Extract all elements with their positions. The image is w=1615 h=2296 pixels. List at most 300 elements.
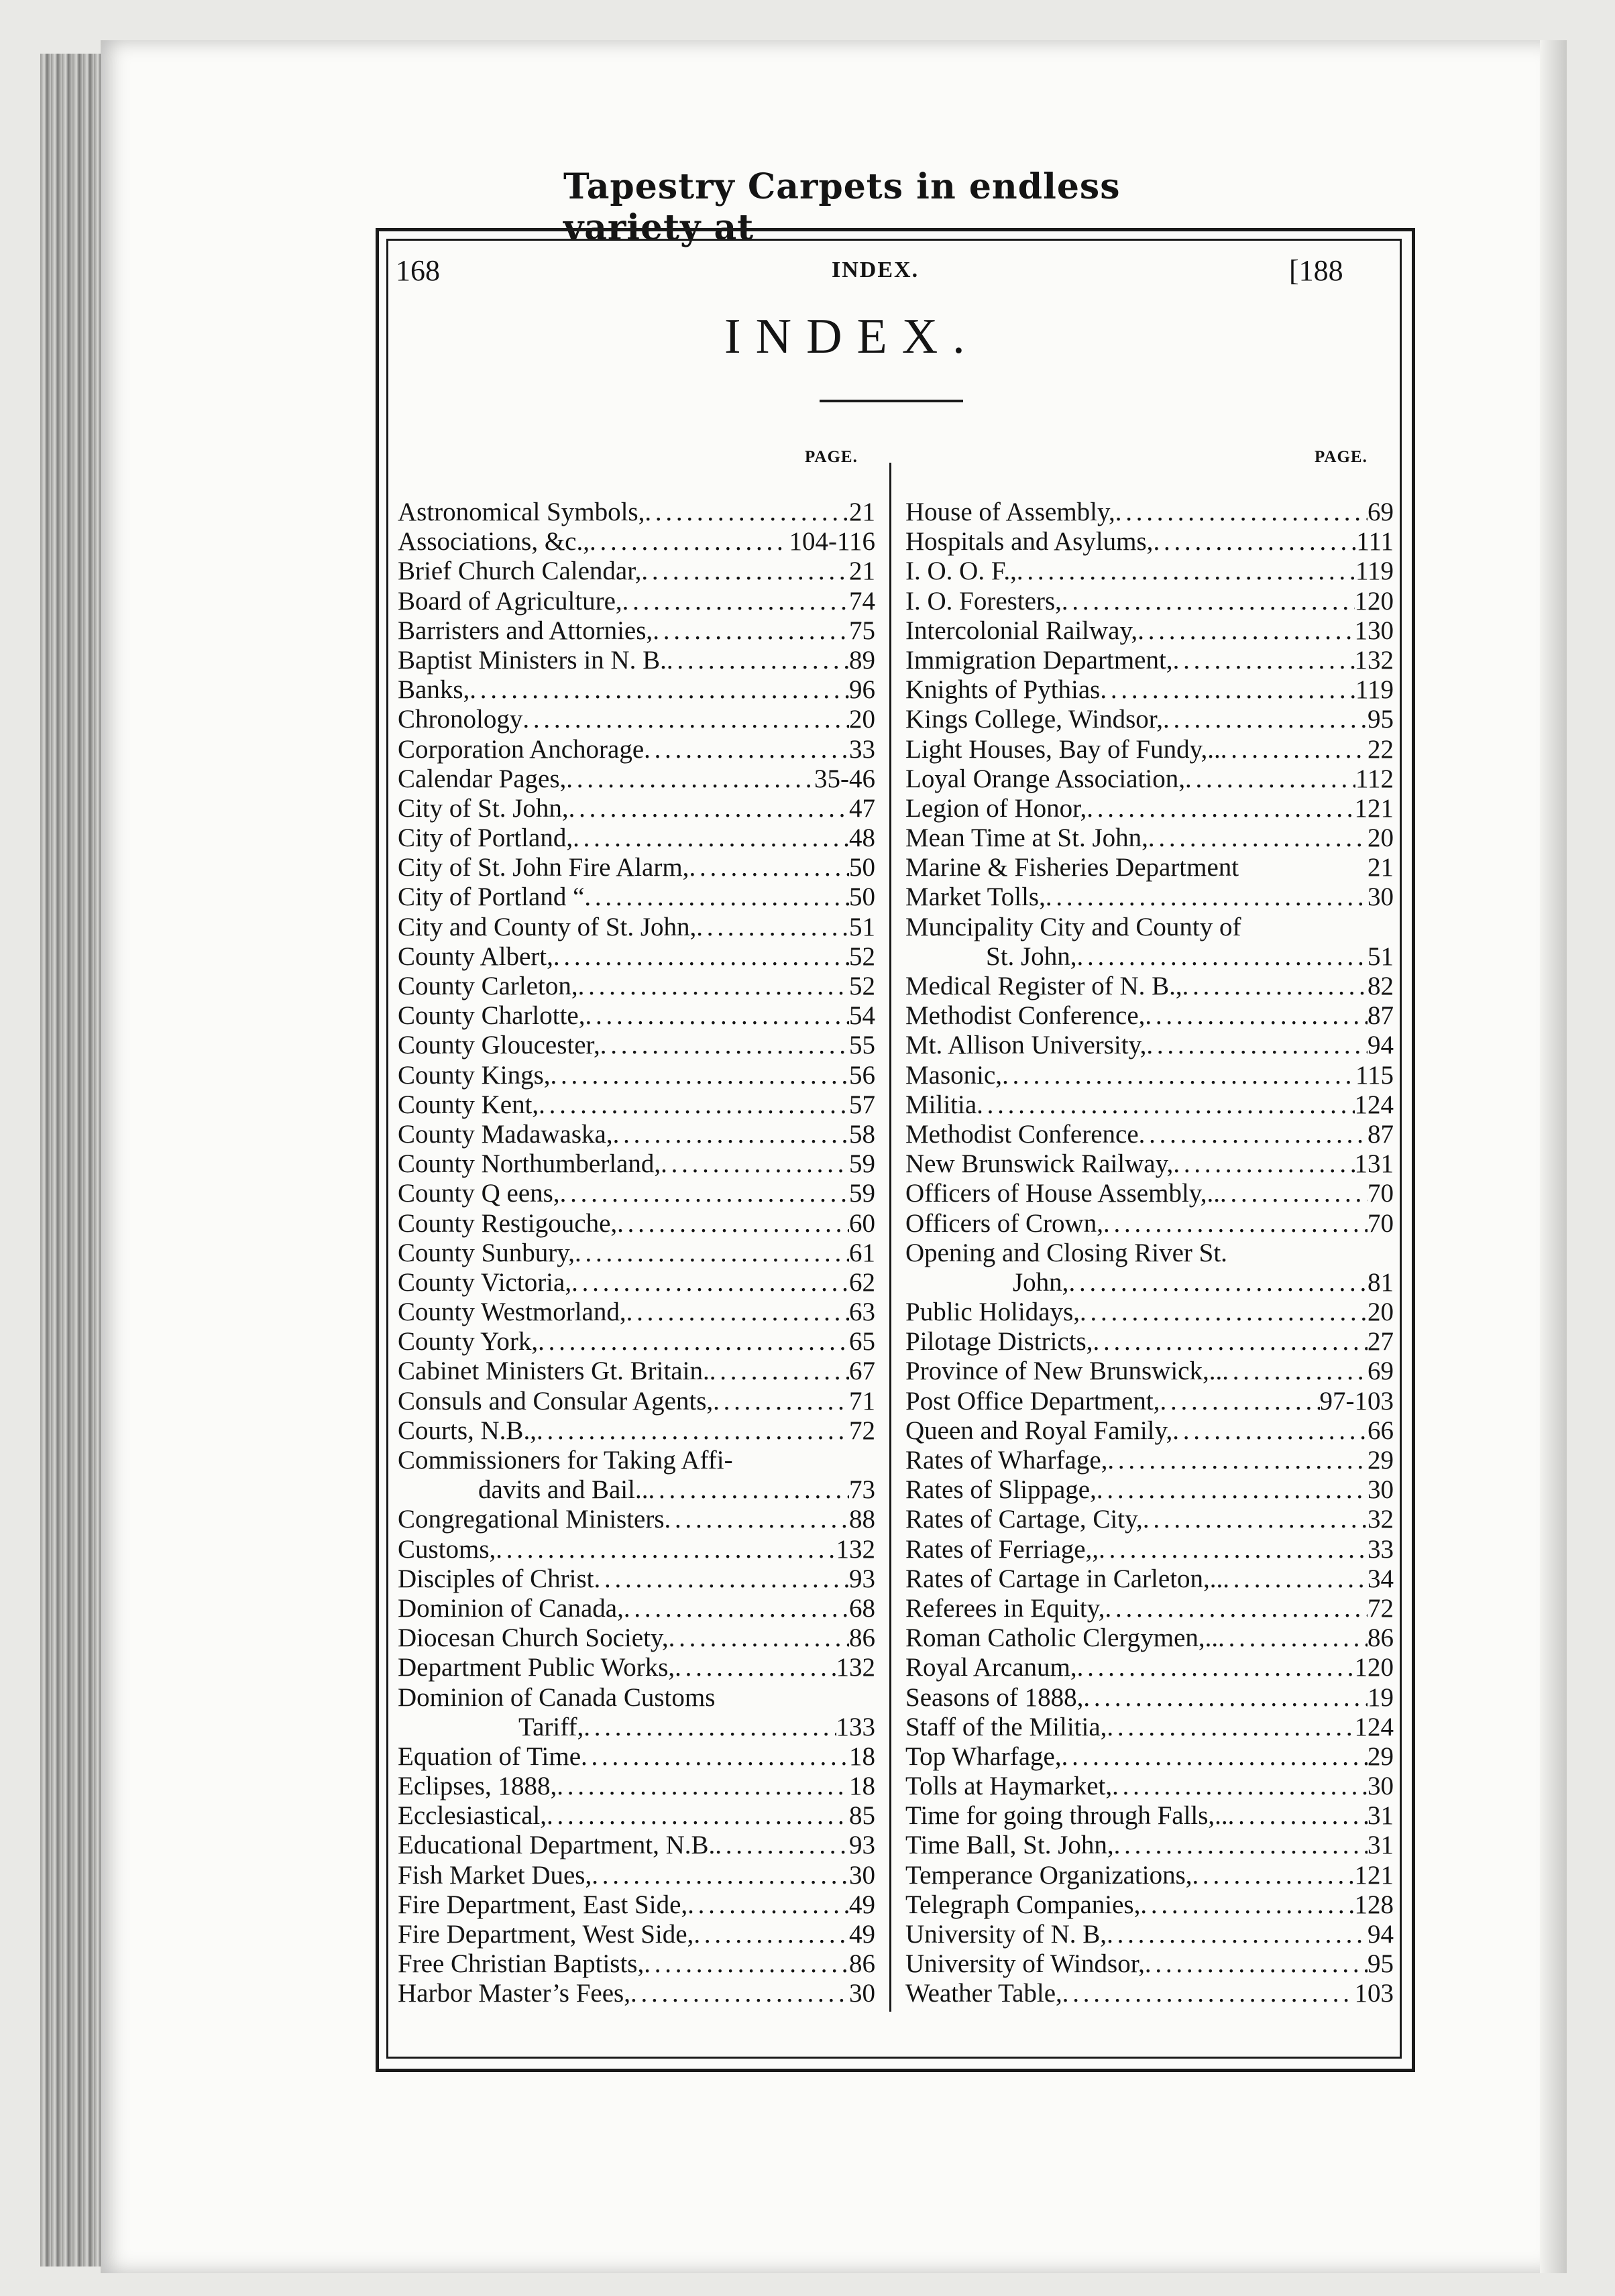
index-entry: [905, 1149, 1394, 1179]
index-entry: [905, 498, 1394, 527]
entry-label: Weather Table,: [905, 1979, 1062, 2008]
entry-label: Officers of House Assembly,..: [905, 1179, 1221, 1208]
index-entry: [905, 853, 1394, 882]
leader-dots: [1160, 1387, 1319, 1416]
leader-dots: [1192, 1861, 1355, 1890]
entry-page-number: 119: [1355, 675, 1394, 705]
index-entry: [398, 1446, 875, 1475]
leader-dots: [1107, 1446, 1368, 1475]
entry-label: Legion of Honor,: [905, 793, 1087, 823]
entry-label: Medical Register of N. B.,: [905, 972, 1182, 1000]
index-entry: [398, 527, 875, 557]
entry-page-number: 48: [849, 823, 875, 853]
entry-label: County Westmorland,: [398, 1298, 626, 1327]
entry-label: Disciples of Christ: [398, 1564, 594, 1593]
leader-dots: [1046, 882, 1368, 912]
index-entry: [398, 1475, 875, 1505]
entry-label: Officers of Crown,: [905, 1208, 1103, 1238]
leader-dots: [553, 942, 849, 972]
leader-dots: [592, 1861, 849, 1890]
index-entry: [905, 1327, 1394, 1357]
entry-page-number: 132: [1354, 645, 1394, 675]
index-entry: [905, 942, 1394, 972]
entry-label: County Northumberland,: [398, 1149, 661, 1179]
index-entry: [905, 1831, 1394, 1860]
index-entry: [398, 498, 875, 527]
entry-page-number: 85: [849, 1801, 875, 1831]
leader-dots: [1137, 616, 1354, 646]
entry-page-number: 20: [849, 705, 875, 734]
entry-label: Associations, &c.,: [398, 527, 590, 557]
entry-label: Marine & Fisheries Department: [905, 853, 1239, 882]
index-entry: [905, 764, 1394, 794]
index-entry: [398, 1861, 875, 1890]
index-entry: [398, 1209, 875, 1239]
entry-page-number: 124: [1354, 1090, 1394, 1119]
entry-label: Dominion of Canada,: [398, 1593, 624, 1623]
index-entry: [398, 1387, 875, 1416]
entry-label: County York,: [398, 1327, 539, 1357]
leader-dots: [1087, 794, 1354, 823]
page-fold-shadow: [1540, 40, 1567, 2273]
index-entry: [905, 527, 1394, 557]
index-entry: [398, 1801, 875, 1831]
index-entry: [398, 587, 875, 616]
index-entry: [398, 794, 875, 823]
entry-page-number: 119: [1355, 557, 1394, 586]
index-entry: [905, 972, 1394, 1001]
index-entry: [905, 1623, 1394, 1653]
leader-dots: [1145, 1001, 1368, 1031]
entry-label: Top Wharfage,: [905, 1741, 1062, 1771]
page-number: 168: [396, 254, 440, 287]
index-entry: [905, 1861, 1394, 1890]
leader-dots: [590, 527, 789, 557]
entry-label: davits and Bail..: [478, 1475, 649, 1505]
advert-header: Tapestry Carpets in endless variety at: [563, 166, 1121, 248]
entry-page-number: 50: [849, 853, 875, 882]
leader-dots: [1103, 1209, 1368, 1239]
index-entry: [398, 1949, 875, 1979]
left-page-column-header: PAGE.: [805, 448, 858, 466]
entry-label: Eclipses, 1888,: [398, 1772, 557, 1801]
entry-page-number: 47: [849, 793, 875, 823]
entry-page-number: 29: [1368, 1446, 1394, 1475]
leader-dots: [617, 1209, 849, 1239]
index-column-right: [905, 498, 1394, 2009]
entry-label: Staff of the Militia,: [905, 1712, 1107, 1741]
entry-label: Board of Agriculture,: [398, 586, 622, 616]
entry-page-number: 52: [849, 941, 875, 971]
entry-page-number: 73: [849, 1475, 875, 1505]
entry-label: House of Assembly,: [905, 498, 1115, 526]
entry-page-number: 121: [1354, 793, 1394, 823]
entry-label: Province of New Brunswick,..: [905, 1357, 1223, 1386]
entry-page-number: 21: [849, 498, 875, 526]
entry-page-number: 34: [1368, 1564, 1394, 1593]
entry-page-number: 69: [1368, 1357, 1394, 1386]
entry-label: County Madawaska,: [398, 1119, 613, 1149]
leader-dots: [1076, 942, 1368, 972]
entry-label: Loyal Orange Association,: [905, 764, 1185, 793]
leader-dots: [669, 1623, 849, 1653]
leader-dots: [496, 1535, 836, 1564]
index-entry: [905, 1357, 1394, 1386]
entry-label: Opening and Closing River St.: [905, 1238, 1227, 1267]
index-entry: [398, 942, 875, 972]
leader-dots: [1062, 1742, 1368, 1772]
entry-page-number: 124: [1354, 1712, 1394, 1741]
index-entry: [905, 1416, 1394, 1446]
entry-page-number: 30: [849, 1979, 875, 2008]
index-entry: [398, 646, 875, 675]
entry-page-number: 70: [1368, 1208, 1394, 1238]
entry-label: Department Public Works,: [398, 1653, 675, 1682]
entry-page-number: 86: [1368, 1623, 1394, 1653]
entry-page-number: 21: [1368, 853, 1394, 882]
entry-label: Cabinet Ministers Gt. Britain.: [398, 1357, 710, 1386]
index-entry: [398, 1505, 875, 1534]
index-entry: [398, 1327, 875, 1357]
entry-label: Muncipality City and County of: [905, 912, 1241, 941]
leader-dots: [675, 1653, 836, 1682]
index-entry: [398, 1239, 875, 1268]
entry-page-number: 30: [1368, 1475, 1394, 1505]
entry-label: County Kent,: [398, 1090, 539, 1119]
index-entry: [398, 675, 875, 705]
entry-label: Market Tolls,: [905, 882, 1046, 912]
leader-dots: [1228, 1801, 1368, 1831]
leader-dots: [1222, 1357, 1368, 1386]
index-entry: [398, 735, 875, 764]
entry-page-number: 27: [1368, 1327, 1394, 1357]
entry-label: Commissioners for Taking Affi-: [398, 1446, 733, 1475]
leader-dots: [1112, 1772, 1368, 1801]
entry-page-number: 68: [849, 1593, 875, 1623]
entry-label: County Gloucester,: [398, 1031, 600, 1060]
entry-label: Knights of Pythias: [905, 675, 1101, 705]
entry-page-number: 67: [849, 1357, 875, 1386]
index-entry: [905, 1239, 1394, 1268]
leader-dots: [641, 557, 849, 586]
entry-page-number: 49: [849, 1890, 875, 1919]
entry-label: Immigration Department,: [905, 645, 1173, 675]
entry-page-number: 94: [1368, 1031, 1394, 1060]
index-entry: [398, 1920, 875, 1949]
entry-page-number: 32: [1368, 1505, 1394, 1534]
entry-label: Fire Department, West Side,: [398, 1920, 694, 1949]
entry-label: Tariff,: [518, 1712, 584, 1741]
entry-page-number: 121: [1354, 1860, 1394, 1890]
entry-label: Masonic,: [905, 1060, 1003, 1090]
entry-label: Rates of Wharfage,: [905, 1446, 1108, 1475]
index-entry: [398, 1713, 875, 1742]
index-entry: [905, 1505, 1394, 1534]
entry-label: Time Ball, St. John,: [905, 1831, 1114, 1860]
leader-dots: [569, 794, 849, 823]
leader-dots: [469, 675, 849, 705]
index-entry: [905, 1475, 1394, 1505]
entry-label: Pilotage Districts,: [905, 1327, 1093, 1357]
entry-label: I. O. O. F.,: [905, 557, 1017, 586]
leader-dots: [687, 1890, 849, 1920]
leader-dots: [560, 1179, 849, 1208]
index-column-left: [398, 498, 875, 2009]
entry-label: Methodist Conference,: [905, 1001, 1146, 1031]
leader-dots: [1002, 1061, 1355, 1090]
entry-label: Customs,: [398, 1534, 496, 1564]
entry-page-number: 72: [1368, 1593, 1394, 1623]
entry-page-number: 132: [836, 1653, 875, 1682]
leader-dots: [689, 853, 849, 882]
index-entry: [905, 882, 1394, 912]
leader-dots: [1220, 1179, 1368, 1208]
leader-dots: [1173, 1149, 1354, 1179]
leader-dots: [1223, 1564, 1368, 1594]
leader-dots: [1062, 1979, 1355, 2008]
index-entry: [398, 1090, 875, 1120]
entry-label: I. O. Foresters,: [905, 586, 1062, 616]
leader-dots: [585, 1001, 849, 1031]
index-entry: [905, 675, 1394, 705]
entry-label: Roman Catholic Clergymen,..: [905, 1623, 1219, 1653]
index-entry: [398, 1149, 875, 1179]
index-entry: [398, 1772, 875, 1801]
entry-label: County Albert,: [398, 941, 553, 971]
entry-page-number: 33: [849, 734, 875, 764]
index-entry: [398, 1831, 875, 1860]
entry-label: Harbor Master’s Fees,: [398, 1979, 630, 2008]
leader-dots: [1093, 1327, 1368, 1357]
entry-page-number: 33: [1368, 1534, 1394, 1564]
leader-dots: [644, 1949, 849, 1979]
leader-dots: [648, 1475, 849, 1505]
entry-label: Militia: [905, 1090, 977, 1119]
index-entry: [905, 1949, 1394, 1979]
entry-page-number: 130: [1354, 616, 1394, 645]
entry-page-number: 22: [1368, 734, 1394, 764]
entry-page-number: 72: [849, 1416, 875, 1445]
entry-page-number: 49: [849, 1920, 875, 1949]
index-entry: [905, 557, 1394, 586]
index-entry: [905, 1209, 1394, 1239]
entry-page-number: 59: [849, 1179, 875, 1208]
entry-label: Referees in Equity,: [905, 1593, 1105, 1623]
entry-label: Dominion of Canada Customs: [398, 1682, 716, 1712]
entry-label: John,: [1013, 1267, 1069, 1297]
entry-page-number: 89: [849, 645, 875, 675]
index-entry: [398, 972, 875, 1001]
leader-dots: [661, 1149, 849, 1179]
leader-dots: [1218, 1623, 1368, 1653]
index-entry: [905, 1387, 1394, 1416]
leader-dots: [1077, 1653, 1355, 1682]
entry-page-number: 55: [849, 1031, 875, 1060]
leader-dots: [547, 1801, 849, 1831]
index-entry: [398, 1298, 875, 1327]
index-entry: [398, 1001, 875, 1031]
entry-page-number: 88: [849, 1505, 875, 1534]
leader-dots: [644, 735, 849, 764]
index-entry: [905, 1713, 1394, 1742]
entry-page-number: 31: [1368, 1801, 1394, 1831]
entry-page-number: 31: [1368, 1831, 1394, 1860]
index-entry: [905, 1031, 1394, 1060]
entry-label: Diocesan Church Society,: [398, 1623, 669, 1653]
leader-dots: [630, 1979, 849, 2008]
index-entry: [398, 1653, 875, 1682]
leader-dots: [622, 587, 849, 616]
index-entry: [905, 823, 1394, 853]
entry-page-number: 62: [849, 1267, 875, 1297]
entry-label: Courts, N.B.,: [398, 1416, 537, 1445]
leader-dots: [1100, 675, 1355, 705]
index-entry: [398, 764, 875, 794]
index-entry: [905, 1061, 1394, 1090]
index-entry: [398, 1594, 875, 1623]
entry-label: Rates of Cartage in Carleton,..: [905, 1564, 1223, 1593]
entry-label: Tolls at Haymarket,: [905, 1772, 1113, 1801]
index-entry: [398, 1623, 875, 1653]
leader-dots: [645, 498, 849, 527]
entry-page-number: 30: [849, 1860, 875, 1890]
entry-label: University of N. B,: [905, 1920, 1107, 1949]
entry-label: County Kings,: [398, 1060, 551, 1090]
index-entry: [905, 1890, 1394, 1920]
index-entry: [905, 1920, 1394, 1949]
entry-label: County Q eens,: [398, 1179, 560, 1208]
entry-page-number: 19: [1368, 1682, 1394, 1712]
index-entry: [398, 616, 875, 646]
entry-page-number: 21: [849, 557, 875, 586]
entry-page-number: 51: [849, 912, 875, 941]
entry-page-number: 96: [849, 675, 875, 705]
index-entry: [905, 1298, 1394, 1327]
index-entry: [398, 1564, 875, 1594]
leader-dots: [1062, 587, 1355, 616]
entry-page-number: 66: [1368, 1416, 1394, 1445]
entry-label: Consuls and Consular Agents,: [398, 1386, 714, 1416]
entry-page-number: 87: [1368, 1119, 1394, 1149]
entry-label: Educational Department, N.B.: [398, 1831, 716, 1860]
index-entry: [398, 705, 875, 734]
index-entry: [905, 1979, 1394, 2008]
entry-page-number: 97-103: [1319, 1386, 1394, 1416]
leader-dots: [1107, 1920, 1368, 1949]
leader-dots: [613, 1120, 849, 1149]
entry-page-number: 86: [849, 1949, 875, 1979]
entry-page-number: 71: [849, 1386, 875, 1416]
entry-label: Rates of Ferriage,,: [905, 1534, 1099, 1564]
entry-label: Congregational Ministers: [398, 1505, 665, 1534]
entry-page-number: 103: [1354, 1979, 1394, 2008]
entry-page-number: 70: [1368, 1179, 1394, 1208]
index-entry: [398, 1120, 875, 1149]
index-entry: [905, 735, 1394, 764]
index-entry: [398, 1357, 875, 1386]
leader-dots: [1114, 1831, 1368, 1860]
entry-label: County Charlotte,: [398, 1001, 586, 1031]
leader-dots: [667, 646, 849, 675]
entry-page-number: 59: [849, 1149, 875, 1179]
entry-page-number: 112: [1355, 764, 1394, 793]
entry-page-number: 82: [1368, 972, 1394, 1000]
entry-label: City of Portland “: [398, 882, 585, 912]
entry-label: Rates of Cartage, City,: [905, 1505, 1143, 1534]
leader-dots: [653, 616, 849, 646]
entry-label: Light Houses, Bay of Fundy,..: [905, 734, 1221, 764]
running-head-title: INDEX.: [832, 257, 920, 282]
index-entry: [398, 853, 875, 882]
leader-dots: [539, 1090, 849, 1120]
index-entry: [905, 705, 1394, 734]
entry-page-number: 69: [1368, 498, 1394, 526]
entry-page-number: 115: [1355, 1060, 1394, 1090]
entry-label: Royal Arcanum,: [905, 1653, 1077, 1682]
index-entry: [398, 1683, 875, 1713]
entry-label: Kings College, Windsor,: [905, 705, 1163, 734]
index-entry: [905, 913, 1394, 942]
entry-page-number: 30: [1368, 1772, 1394, 1801]
index-entry: [398, 1979, 875, 2008]
leader-dots: [537, 1416, 849, 1446]
entry-label: Brief Church Calendar,: [398, 557, 642, 586]
entry-page-number: 104-116: [789, 527, 875, 557]
entry-page-number: 61: [849, 1238, 875, 1267]
index-entry: [905, 616, 1394, 646]
index-entry: [905, 1742, 1394, 1772]
entry-label: Banks,: [398, 675, 470, 705]
leader-dots: [1221, 735, 1368, 764]
entry-page-number: 75: [849, 616, 875, 645]
leader-dots: [581, 1742, 849, 1772]
index-entry: [905, 1001, 1394, 1031]
index-entry: [398, 1535, 875, 1564]
entry-page-number: 29: [1368, 1741, 1394, 1771]
entry-page-number: 132: [836, 1534, 875, 1564]
page-title: INDEX.: [724, 309, 980, 364]
entry-label: City of St. John,: [398, 793, 569, 823]
index-entry: [905, 1120, 1394, 1149]
leader-dots: [1148, 823, 1368, 853]
entry-label: Chronology: [398, 705, 523, 734]
entry-page-number: 50: [849, 882, 875, 912]
entry-label: Methodist Conference: [905, 1119, 1139, 1149]
entry-page-number: 94: [1368, 1920, 1394, 1949]
index-entry: [905, 1801, 1394, 1831]
entry-label: Mean Time at St. John,: [905, 823, 1148, 853]
leader-dots: [710, 1357, 849, 1386]
entry-page-number: 93: [849, 1831, 875, 1860]
leader-dots: [566, 764, 814, 794]
index-entry: [398, 823, 875, 853]
leader-dots: [573, 823, 849, 853]
index-entry: [398, 913, 875, 942]
entry-page-number: 111: [1356, 527, 1394, 557]
entry-label: Baptist Ministers in N. B.: [398, 645, 667, 675]
entry-page-number: 57: [849, 1090, 875, 1119]
entry-label: Free Christian Baptists,: [398, 1949, 645, 1979]
entry-label: Telegraph Companies,: [905, 1890, 1141, 1919]
entry-page-number: 86: [849, 1623, 875, 1653]
title-rule: [820, 400, 963, 402]
leader-dots: [696, 913, 849, 942]
leader-dots: [1163, 705, 1368, 734]
entry-page-number: 120: [1354, 586, 1394, 616]
entry-page-number: 133: [836, 1712, 875, 1741]
leader-dots: [713, 1387, 849, 1416]
entry-page-number: 54: [849, 1001, 875, 1031]
